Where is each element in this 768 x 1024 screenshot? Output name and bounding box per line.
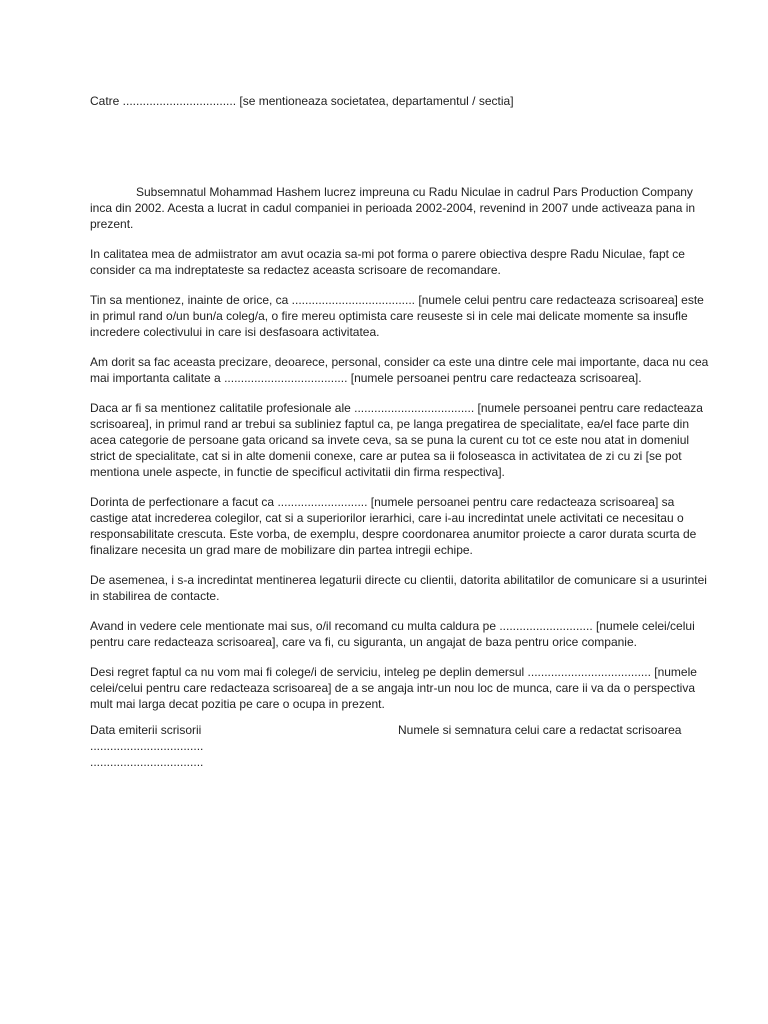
paragraph-line: Am dorit sa fac aceasta precizare, deoarece, personal, consider ca este una dintre cele mai importante, daca nu cea bbox=[90, 355, 709, 369]
paragraph-line: celei/celui pentru care redacteaza scrisoarea] de a se angaja intr-un nou loc de munca, care ii va da o perspectiva bbox=[90, 681, 696, 695]
date-block bbox=[90, 722, 350, 770]
date-placeholder: .................................. bbox=[90, 755, 204, 769]
paragraph-line: mult mai larga decat pozitia pe care o ocupa in prezent. bbox=[90, 697, 385, 711]
paragraph-line: strict de specialitate, cat si in alte domenii conexe, care ar putea sa ii foloseasca in activitatea de zi cu zi [se pot bbox=[90, 449, 682, 463]
paragraph-line: mai importanta calitate a ..................................... [numele persoanei pentru care redacteaza scrisoarea]. bbox=[90, 371, 642, 385]
paragraph-line: in primul rand o/un bun/a coleg/a, o fire mereu optimista care reuseste si in cele mai delicate momente sa insufle bbox=[90, 309, 688, 323]
date-placeholder: .................................. bbox=[90, 739, 204, 753]
paragraph-line: Tin sa mentionez, inainte de orice, ca ..................................... [numele celui pentru care redacteaza scrisoarea] este bbox=[90, 293, 704, 307]
recipient-line: Catre .................................. [se mentioneaza societatea, departamentul / sectia] bbox=[90, 94, 514, 108]
paragraph-line: mentiona unele aspecte, in functie de specificul activitatii din firma respectiva]. bbox=[90, 465, 505, 479]
paragraph-line: finalizare necesita un grad mare de mobilizare din partea intregii echipe. bbox=[90, 543, 473, 557]
paragraph-line: prezent. bbox=[90, 217, 134, 231]
paragraph-line: In calitatea mea de admiistrator am avut ocazia sa-mi pot forma o parere obiectiva despre Radu Niculae, fapt ce bbox=[90, 247, 685, 261]
paragraph-line: De asemenea, i s-a incredintat mentinerea legaturii directe cu clientii, datorita abilitatilor de comunicare si a usurintei bbox=[90, 573, 707, 587]
paragraph-line: responsabilitate crescuta. Este vorba, de exemplu, despre coordonarea anumitor proiecte a caror durata scurta de bbox=[90, 527, 697, 541]
paragraph-line: inca din 2002. Acesta a lucrat in cadul companiei in perioada 2002-2004, revenind in 2007 unde activeaza pana in bbox=[90, 201, 696, 215]
paragraph-line: in stabilirea de contacte. bbox=[90, 589, 220, 603]
paragraph-line: incredere colectivului in care isi desfasoara activitatea. bbox=[90, 325, 380, 339]
paragraph-line: pentru care redacteaza scrisoarea], care va fi, cu siguranta, un angajat de baza pentru orice companie. bbox=[90, 635, 637, 649]
paragraph-line: Desi regret faptul ca nu vom mai fi colege/i de serviciu, inteleg pe deplin demersul ..................................... [numele bbox=[90, 665, 697, 679]
paragraph-line: Subsemnatul Mohammad Hashem lucrez impreuna cu Radu Niculae in cadrul Pars Production Company bbox=[136, 185, 693, 199]
paragraph-line: consider ca ma indreptateste sa redactez aceasta scrisoare de recomandare. bbox=[90, 263, 501, 277]
paragraph-line: Dorinta de perfectionare a facut ca ........................... [numele persoanei pentru care redacteaza scrisoarea] sa bbox=[90, 495, 675, 509]
paragraph-line: acea categorie de persoane gata oricand sa invete ceva, sa se puna la curent cu tot ce este nou atat in domeniul bbox=[90, 433, 690, 447]
paragraph-line: Daca ar fi sa mentionez calitatile profesionale ale .................................... [numele persoanei pentru care redacteaza bbox=[90, 401, 703, 415]
date-label: Data emiterii scrisorii bbox=[90, 723, 202, 737]
paragraph-line: Avand in vedere cele mentionate mai sus, o/il recomand cu multa caldura pe ............................ [numele celei/celui bbox=[90, 619, 695, 633]
signature-label: Numele si semnatura celui care a redactat scrisoarea bbox=[398, 723, 682, 737]
paragraph-line: castige atat increderea colegilor, cat si a superiorilor ierarhici, care i-au incredintat unele activitati ce necesitau o bbox=[90, 511, 684, 525]
paragraph-line: scrisoarea], in primul rand ar trebui sa subliniez faptul ca, pe langa pregatirea de specialitate, ea/el face parte din bbox=[90, 417, 690, 431]
